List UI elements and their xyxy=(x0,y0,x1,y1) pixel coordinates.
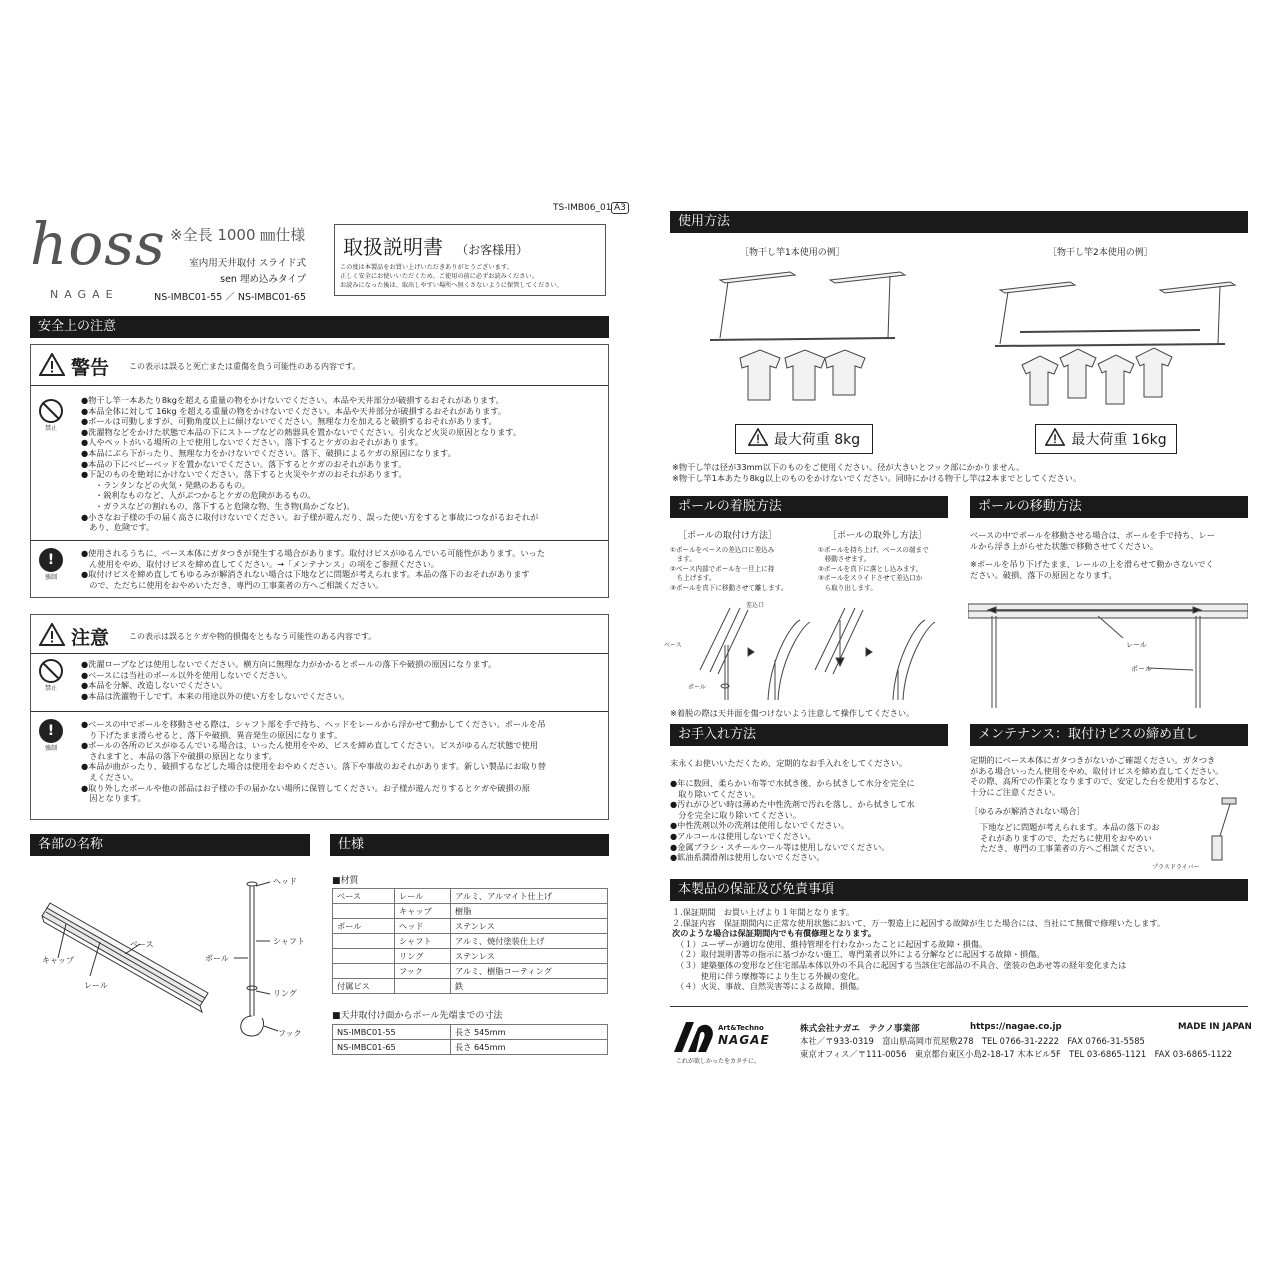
attach-title: ［ポールの取付け方法］ xyxy=(678,531,777,541)
list-item: ●本品を分解、改造しないでください。 xyxy=(81,680,228,691)
list-item: ・鋭利なものなど、人がぶつかるとケガの危険があるもの。 xyxy=(95,490,316,501)
manual-notes: この度は本製品をお買い上げいただきありがとうございます。 正しく安全にお使いいただくため、ご使用の前に必ずお読みください。 お読みになった後は、取出しやすい場所へ無くさないように保管してください。 xyxy=(340,264,563,289)
mandatory-icon: ! xyxy=(39,719,63,743)
usage-notes: ※物干し竿は径が33mm以下のものをご使用ください。径が大きいとフック部にかかりません。 ※物干し竿1本あたり8kg以上のものをかけないでください。同時にかける物干し竿は2本までとしてください。 xyxy=(672,462,1082,483)
list-item: ●本品にぶら下がったり、無理な力をかけないでください。落下、破損によるケガの原因になります。 xyxy=(81,447,456,458)
usage-example-1: ［物干し竿1本使用の例］ xyxy=(740,248,845,258)
usage-heading: 使用方法 xyxy=(670,211,1248,233)
spec-cell: ステンレス xyxy=(451,919,608,934)
spec-cell: 付属ビス xyxy=(333,979,395,994)
company-logo-text2: NAGAE xyxy=(718,1033,770,1047)
caution-box xyxy=(30,614,609,820)
max-load-1: 最大荷重 8kg xyxy=(773,432,861,448)
company-url: https://nagae.co.jp xyxy=(970,1022,1062,1032)
spec-cell xyxy=(333,904,395,919)
company-name: 株式会社ナガエ テクノ事業部 xyxy=(800,1024,920,1034)
list-item: ●本品は洗濯物干しです。本来の用途以外の使い方をしないでください。 xyxy=(81,690,350,701)
move-text: ベースの中でポールを移動させる場合は、ポールを手で持ち、レー ルから浮き上がらせた状態で移動させてください。 ※ポールを吊り下げたまま、レールの上を滑らせて動かさないでく ださい。破損、落下の原因となります。 xyxy=(970,530,1215,580)
prohibited-label: 禁止 xyxy=(44,425,57,432)
spec-cell xyxy=(333,964,395,979)
caution-must-list xyxy=(81,719,603,804)
product-sub: sen 埋め込みタイプ xyxy=(220,274,306,285)
warning-box xyxy=(30,344,609,598)
usage-example-2: ［物干し竿2本使用の例］ xyxy=(1048,248,1153,258)
maintenance-sub-text: 下地などに問題が考えられます。本品の落下のお それがありますので、ただちに使用をおやめい ただき、専門の工事業者の方へご相談ください。 xyxy=(980,822,1160,854)
dimension-cell: 長さ 645mm xyxy=(451,1040,608,1055)
list-item: （３）建築躯体の変形など住宅部品本体以外の不具合に起因する当該住宅部品の不具合、塗装の色あせ等の経年変化または xyxy=(676,959,1127,970)
prohibited-label: 禁止 xyxy=(44,685,57,692)
made-in-japan: MADE IN JAPAN xyxy=(1178,1022,1252,1032)
max-load-2: 最大荷重 16kg xyxy=(1071,432,1167,448)
mandatory-label: 強制 xyxy=(44,745,57,752)
label-pole: ポール xyxy=(205,954,229,963)
warning-triangle-icon xyxy=(1045,428,1065,450)
warranty-text: １.保証期間 お買い上げより１年間となります。 ２.保証内容 保証期間内に正常な使用状態において、万一製造上に起因する故障が生じた場合には、当社にて無償で修理いたします。 次のような場合は保証期間内でも有償修理となります。 （１）ユーザーが適切な使用、維持管理を行わなかったことに起因する故障・損傷。 （２）取付説明書等の指示に基づかない施工、専門業者以外による分解などに起因する故障・損傷。 （３）建築躯体の変形など住宅部品本体以外の不具合に起因する当該住宅部品の不具合、塗装の色あせ等の経年変化または 使用に伴う摩擦等により生じる外観の変化。 （４）火災、事故、自然災害等による故障、損傷。 xyxy=(672,907,1166,992)
model-numbers: NS-IMBC01-55 ／ NS-IMBC01-65 xyxy=(154,292,306,303)
spec-cell: 樹脂 xyxy=(451,904,608,919)
list-item: ●使用されるうちに、ベース本体にガタつきが発生する場合があります。取付けビスがゆるんでいる可能性があります。いった xyxy=(81,548,545,558)
list-item: ●本品が曲がったり、破損するなどした場合は使用をおやめください。落下や事故のおそれがあります。新しい製品にお取り替 xyxy=(81,761,546,772)
warning-must-list xyxy=(81,548,603,590)
manual-title: 取扱説明書 xyxy=(343,235,443,259)
spec-cell: フック xyxy=(395,964,451,979)
list-item: ●鉱油系潤滑剤は使用しないでください。 xyxy=(670,852,825,863)
warning-triangle-icon xyxy=(748,428,768,450)
spec-cell xyxy=(395,979,451,994)
label-insert: 差込口 xyxy=(746,602,765,609)
list-item: ●取り外したポールや他の部品はお子様の手の届かない場所に保管してください。お子様が遊んだりするとケガや破損の原 xyxy=(81,782,530,793)
label-pole: ポール xyxy=(1131,665,1152,673)
material-table xyxy=(332,888,608,994)
spec-row xyxy=(333,964,608,979)
warning-title: 警告 xyxy=(71,357,110,379)
list-item: ●ポールは可動しますが、可動角度以上に傾けないでください。無理な力を加えると破損するおそれがあります。 xyxy=(81,416,497,427)
warranty-heading: 本製品の保証及び免責事項 xyxy=(670,879,1248,901)
label-pole: ポール xyxy=(688,684,706,691)
screwdriver-icon xyxy=(1192,796,1242,870)
label-head: ヘッド xyxy=(273,877,297,886)
list-item: 分を完全に取り除いてください。 xyxy=(670,809,802,820)
spec-row xyxy=(333,889,608,904)
label-cap: キャップ xyxy=(42,956,74,965)
brand-sub: NAGAE xyxy=(50,288,119,301)
attach-diagram xyxy=(664,600,950,704)
spec-cell: キャップ xyxy=(395,904,451,919)
spec-cell: ベース xyxy=(333,889,395,904)
list-item: ので、ただちに使用をおやめいただき、専門の工事業者の方へご相談ください。 xyxy=(81,579,384,590)
list-item: ●ベースには当社のポール以外を使用しないでください。 xyxy=(81,669,293,680)
label-base: ベース xyxy=(130,940,154,949)
caution-prohibit-list xyxy=(81,659,603,701)
company-logo-text1: Art&Techno xyxy=(718,1024,764,1032)
spec-row xyxy=(333,934,608,949)
label-rail: レール xyxy=(84,981,108,990)
list-item: 使用に伴う摩擦等により生じる外観の変化。 xyxy=(676,970,865,981)
manual-title-box xyxy=(334,224,606,296)
spec-cell xyxy=(333,934,395,949)
spec-row xyxy=(333,949,608,964)
list-item: ●人やペットがいる場所の上で使用しないでください。落下するとケガのおそれがあります。 xyxy=(81,437,424,448)
warning-prohibit-list xyxy=(81,395,603,533)
list-item: ●アルコールは使用しないでください。 xyxy=(670,830,816,841)
spec-cell: ポール xyxy=(333,919,395,934)
list-item: （４）火災、事故、自然災害等による故障、損傷。 xyxy=(676,981,865,992)
spec-cell: ステンレス xyxy=(451,949,608,964)
prohibited-icon xyxy=(39,399,63,423)
list-item: ●金属ブラシ・スチールウール等は使用しないでください。 xyxy=(670,841,890,852)
maintenance-sub-title: ［ゆるみが解消されない場合］ xyxy=(970,806,1085,816)
safety-heading: 安全上の注意 xyxy=(30,316,609,338)
spec-cell: レール xyxy=(395,889,451,904)
caution-title: 注意 xyxy=(71,627,110,649)
doc-code: TS-IMB06_01 xyxy=(553,203,612,213)
mandatory-label: 強制 xyxy=(44,574,57,581)
spec-cell: アルミ、樹脂コーティング xyxy=(451,964,608,979)
list-item: ●年に数回、柔らかい布等で水拭き後、から拭きして水分を完全に xyxy=(670,778,915,788)
list-item: ●小さなお子様の手の届く高さに取付けないでください。お子様が遊んだり、誤った使い方をすると事故につながるおそれが xyxy=(81,511,539,522)
list-item: ●汚れがひどい時は薄めた中性洗剤で汚れを落し、から拭きして水 xyxy=(670,799,915,810)
list-item: されますと、本品の落下や破損の原因となります。 xyxy=(81,750,277,761)
spec-cell: リング xyxy=(395,949,451,964)
dimension-row xyxy=(333,1040,608,1055)
spec-note: ※全長 1000 ㎜仕様 xyxy=(170,226,306,244)
max-load-box-1 xyxy=(735,424,873,454)
caution-triangle-icon xyxy=(39,623,65,650)
warranty-bold-line: 次のような場合は保証期間内でも有償修理となります。 xyxy=(672,928,877,939)
dimension-cell: 長さ 545mm xyxy=(451,1025,608,1040)
screwdriver-label: プラスドライバー xyxy=(1152,864,1200,871)
parts-heading: 各部の名称 xyxy=(30,834,310,856)
label-rail: レール xyxy=(1126,641,1147,649)
list-item: ●洗濯ロープなどは使用しないでください。横方向に無理な力がかかるとポールの落下や破損の原因になります。 xyxy=(81,659,497,669)
move-heading: ポールの移動方法 xyxy=(970,496,1248,518)
spec-row xyxy=(333,919,608,934)
list-item: ●ベースの中でポールを移動させる際は、シャフト部を手で持ち、ヘッドをレールから浮かせて動かしてください。ポールを吊 xyxy=(81,719,546,729)
brand-logo: hoss xyxy=(30,210,166,278)
mandatory-icon: ! xyxy=(39,548,63,572)
list-item: ●洗濯物などをかけた状態で本品の下にストーブなどの熱器具を置かないでください。引火など火災の原因となります。 xyxy=(81,426,522,437)
list-item: ん使用をやめ、取付けビスを締め直してください。→「メンテナンス」の項をご参照ください。 xyxy=(81,558,439,569)
list-item: 取り除いてください。 xyxy=(670,788,761,799)
dimension-table xyxy=(332,1024,608,1055)
attach-heading: ポールの着脱方法 xyxy=(670,496,948,518)
list-item: ●本品全体に対して 16kg を超える重量の物をかけないでください。本品や天井部分が破損するおそれがあります。 xyxy=(81,405,507,416)
prohibited-icon xyxy=(39,659,63,683)
spec-cell: シャフト xyxy=(395,934,451,949)
spec-row xyxy=(333,979,608,994)
detach-steps: ①ポールを持ち上げ、ベースの端まで 移動させます。 ②ポールを真下に落とし込みます。 ③ポールをスライドさせて差込口か ら取り出します。 xyxy=(818,546,929,592)
list-item: えください。 xyxy=(81,771,139,782)
list-item: ・ランタンなどの火気・発熱のあるもの。 xyxy=(95,479,250,490)
spec-heading: 仕様 xyxy=(330,834,609,856)
spec-cell: アルミ、アルマイト仕上げ xyxy=(451,889,608,904)
list-item: ●中性洗剤以外の洗剤は使用しないでください。 xyxy=(670,820,850,831)
material-title: ■材質 xyxy=(332,876,359,886)
product-type: 室内用天井取付 スライド式 xyxy=(189,258,306,269)
spec-row xyxy=(333,904,608,919)
dimension-row xyxy=(333,1025,608,1040)
company-logo xyxy=(672,1018,782,1058)
dimension-cell: NS-IMBC01-65 xyxy=(333,1040,451,1055)
care-heading: お手入れ方法 xyxy=(670,724,948,746)
list-item: ●物干し竿一本あたり8kgを超える重量の物をかけないでください。本品や天井部分が破損するおそれがあります。 xyxy=(81,395,504,405)
label-hook: フック xyxy=(278,1029,302,1038)
spec-cell: 鉄 xyxy=(451,979,608,994)
company-tagline: これが欲しかったをカタチに。 xyxy=(676,1058,761,1065)
care-list xyxy=(670,778,915,863)
label-shaft: シャフト xyxy=(273,937,305,946)
spec-cell xyxy=(333,949,395,964)
list-item: ●下記のものを絶対にかけないでください。落下すると火災やケガのおそれがあります。 xyxy=(81,469,407,480)
list-item: あり、危険です。 xyxy=(81,522,155,533)
size-badge: A3 xyxy=(611,202,629,214)
list-item: 因となります。 xyxy=(81,793,146,804)
dimension-cell: NS-IMBC01-55 xyxy=(333,1025,451,1040)
label-base: ベース xyxy=(664,642,682,649)
spec-cell: アルミ、焼付塗装仕上げ xyxy=(451,934,608,949)
usage-diagram xyxy=(700,260,1240,420)
warning-desc: この表示は誤ると死亡または重傷を負う可能性のある内容です。 xyxy=(129,362,361,371)
list-item: （１）ユーザーが適切な使用、維持管理を行わなかったことに起因する故障・損傷。 xyxy=(676,938,988,949)
attach-steps: ①ポールをベースの差込口に差込み ます。 ②ベース内部でポールを一旦上に持 ち上げます。 ③ポールを真下に移動させて離します。 xyxy=(670,546,788,592)
max-load-box-2 xyxy=(1035,424,1177,454)
list-item: り下げたまま滑らせると、落下や破損、異音発生の原因になります。 xyxy=(81,729,343,740)
spec-cell: ヘッド xyxy=(395,919,451,934)
detach-title: ［ポールの取外し方法］ xyxy=(828,531,927,541)
list-item: ・ガラスなどの割れもの、落下すると危険な物、生き物(鳥かごなど)。 xyxy=(95,500,355,511)
maintenance-heading: メンテナンス：取付けビスの締め直し xyxy=(970,724,1248,746)
company-tokyo: 東京オフィス／〒111-0056 東京都台東区小島2-18-17 木本ビル5F TEL 03-6865-1121 FAX 03-6865-1122 xyxy=(800,1049,1233,1059)
dimension-title: ■天井取付け面からポール先端までの寸法 xyxy=(332,1011,503,1021)
attach-note: ※着脱の際は天井面を傷つけないよう注意して操作してください。 xyxy=(670,708,915,718)
caution-desc: この表示は誤るとケガや物的損傷をともなう可能性のある内容です。 xyxy=(129,632,377,641)
care-intro: 末永くお使いいただくため、定期的なお手入れをしてください。 xyxy=(670,758,908,768)
maintenance-text: 定期的にベース本体にガタつきがないかご確認ください。ガタつき がある場合いったん使用をやめ、取付けビスを締め直してください。 その際、高所での作業となりますので、安定した台を使用するなど、 十分にご注意ください。 xyxy=(970,755,1224,797)
list-item: ●ポールの各所のビスがゆるんでいる場合は、いったん使用をやめ、ビスを締め直してください。ビスがゆるんだ状態で使用 xyxy=(81,740,538,751)
list-item: ●取付けビスを締め直してもゆるみが解消されない場合は下地などに問題が考えられます。本品の落下のおそれがあります xyxy=(81,569,530,580)
manual-title-sub: （お客様用） xyxy=(456,243,529,257)
list-item: ●本品の下にベビーベッドを置かないでください。落下するとケガのおそれがあります。 xyxy=(81,458,407,469)
label-ring: リング xyxy=(273,989,297,998)
company-hq: 本社／〒933-0319 富山県高岡市荒屋敷278 TEL 0766-31-2222 FAX 0766-31-5585 xyxy=(800,1036,1145,1046)
list-item: （２）取付説明書等の指示に基づかない施工、専門業者以外による分解などに起因する故障・損傷。 xyxy=(676,949,1045,960)
parts-diagram xyxy=(30,866,320,1046)
warning-triangle-icon xyxy=(39,353,65,380)
move-diagram xyxy=(968,598,1248,708)
